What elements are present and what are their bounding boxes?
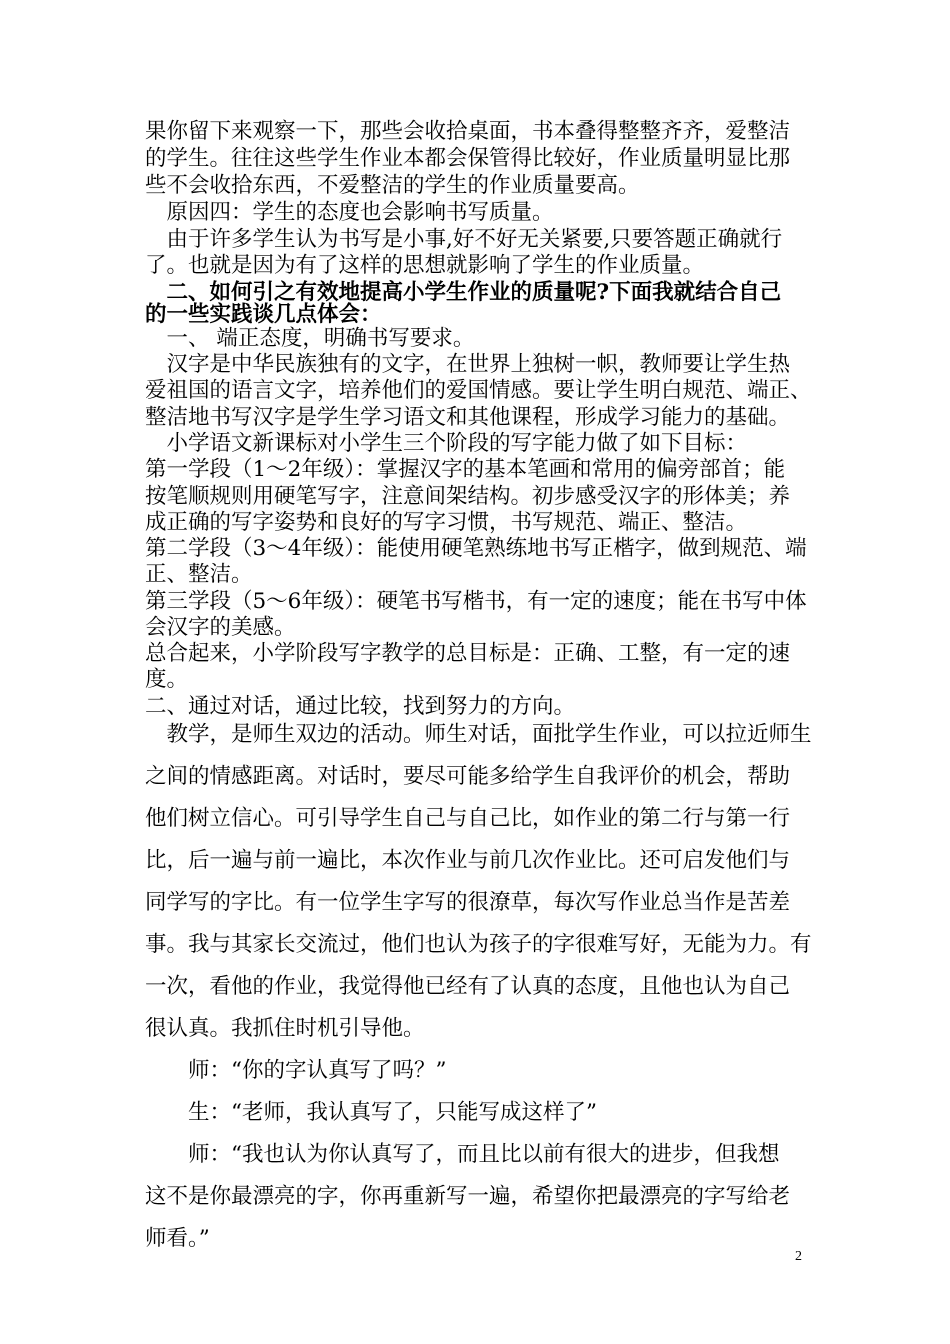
text-line: 师看。” — [145, 1226, 210, 1251]
dialogue-line: 师：“我也认为你认真写了，而且比以前有很大的进步，但我想 — [145, 1142, 780, 1167]
text-line: 些不会收拾东西，不爱整洁的学生的作业质量要高。 — [145, 173, 640, 198]
text-line: 按笔顺规则用硬笔写字，注意间架结构。初步感受汉字的形体美；养 — [145, 484, 791, 509]
text-line: 之间的情感距离。对话时，要尽可能多给学生自我评价的机会，帮助 — [145, 764, 791, 789]
text-line: 总合起来，小学阶段写字教学的总目标是：正确、工整，有一定的速 — [145, 641, 791, 666]
text-line: 度。 — [145, 667, 189, 692]
text-line: 同学写的字比。有一位学生字写的很潦草，每次写作业总当作是苦差 — [145, 890, 791, 915]
text-line: 了。也就是因为有了这样的思想就影响了学生的作业质量。 — [145, 253, 705, 278]
text-line: 成正确的写字姿势和良好的写字习惯，书写规范、端正、整洁。 — [145, 510, 748, 535]
text-line: 正、整洁。 — [145, 562, 253, 587]
text-line: 小学语文新课标对小学生三个阶段的写字能力做了如下目标： — [145, 431, 748, 456]
text-line: 第三学段（5～6年级）：硬笔书写楷书，有一定的速度；能在书写中体 — [145, 589, 807, 614]
subheading-line: 一、 端正态度，明确书写要求。 — [145, 326, 475, 351]
section-heading-line: 二、如何引之有效地提高小学生作业的质量呢?下面我就结合自己 — [145, 280, 782, 305]
text-line: 一次，看他的作业，我觉得他已经有了认真的态度，且他也认为自己 — [145, 974, 791, 999]
text-line: 爱祖国的语言文字，培养他们的爱国情感。要让学生明白规范、端正、 — [145, 378, 812, 403]
page-number: 2 — [795, 1249, 802, 1264]
text-line: 他们树立信心。可引导学生自己与自己比，如作业的第二行与第一行 — [145, 806, 791, 831]
text-line: 比，后一遍与前一遍比，本次作业与前几次作业比。还可启发他们与 — [145, 848, 791, 873]
text-line: 会汉字的美感。 — [145, 615, 296, 640]
subheading-line: 二、通过对话，通过比较，找到努力的方向。 — [145, 694, 576, 719]
text-line: 原因四：学生的态度也会影响书写质量。 — [145, 200, 554, 225]
text-line: 教学，是师生双边的活动。师生对话，面批学生作业，可以拉近师生 — [145, 722, 812, 747]
text-line: 由于许多学生认为书写是小事,好不好无关紧要,只要答题正确就行 — [145, 227, 783, 252]
dialogue-line: 生：“老师，我认真写了，只能写成这样了” — [145, 1100, 597, 1125]
dialogue-line: 师：“你的字认真写了吗？” — [145, 1058, 447, 1083]
text-line: 很认真。我抓住时机引导他。 — [145, 1016, 425, 1041]
text-line: 整洁地书写汉字是学生学习语文和其他课程，形成学习能力的基础。 — [145, 405, 791, 430]
text-line: 果你留下来观察一下，那些会收拾桌面，书本叠得整整齐齐，爱整洁 — [145, 119, 791, 144]
text-line: 第二学段（3～4年级）：能使用硬笔熟练地书写正楷字，做到规范、端 — [145, 536, 807, 561]
text-line: 汉字是中华民族独有的文字，在世界上独树一帜，教师要让学生热 — [145, 352, 791, 377]
text-line: 第一学段（1～2年级）：掌握汉字的基本笔画和常用的偏旁部首；能 — [145, 457, 786, 482]
section-heading-line: 的一些实践谈几点体会： — [145, 302, 382, 327]
text-line: 这不是你最漂亮的字，你再重新写一遍，希望你把最漂亮的字写给老 — [145, 1184, 791, 1209]
text-line: 的学生。往往这些学生作业本都会保管得比较好，作业质量明显比那 — [145, 146, 791, 171]
text-line: 事。我与其家长交流过，他们也认为孩子的字很难写好，无能为力。有 — [145, 932, 812, 957]
